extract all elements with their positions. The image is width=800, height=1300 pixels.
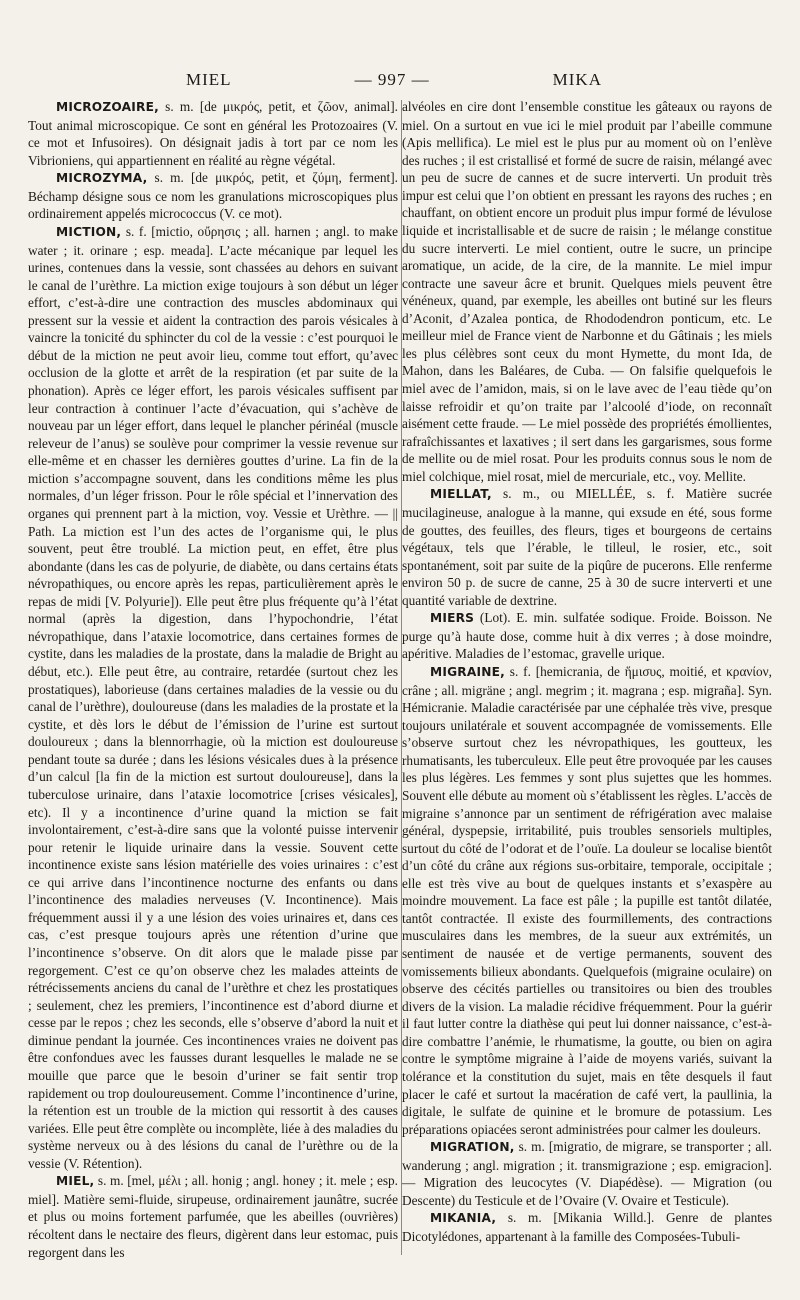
dictionary-entry <box>402 1209 772 1245</box>
dictionary-entry <box>402 609 772 663</box>
entry-text: s. m. [de μικρός, petit, et ζύμη, ferment]. Béchamp désigne sous ce nom les granulations microscopiques plus ordinairement appelés micrococcus (V. ce mot). <box>28 170 398 222</box>
entry-headword: MIELLAT, <box>430 487 492 502</box>
entry-headword: MIERS <box>430 611 475 626</box>
dictionary-entry <box>28 1172 398 1261</box>
dictionary-entry <box>402 663 772 1138</box>
entry-text: alvéoles en cire dont l’ensemble constitue les gâteaux ou rayons de miel. On a surtout en vue ici le miel produit par l’abeille commune (Apis mellifica). Le miel est le plus pur au moment où on l’enlève des ruches ; il est cristallisé et formé de sucre de raisin, mélangé avec un peu de sucre de cannes et de sucre interverti. Un produit très impur est celui que l’on obtient en pressant les rayons des ruches ; en chauffant, on obtient encore un produit plus impur formé de lévulose liquide et incristallisable et de sucre de raisin ; le mélange constitue du sucre interverti. Le miel contient, outre le sucre, un principe aromatique, un acide, de la cire, de la mannite. Le miel impur contracte une saveur âcre et brunit. Quelques miels peuvent être vénéneux, quand, par exemple, les abeilles ont butiné sur les fleurs d’Aconit, d’Azalea pontica, de Rhododendron ponticum, etc. Le meilleur miel de France vient de Narbonne et du Gâtinais ; les miels les plus célèbres sont ceux du mont Hymette, du mont Ida, de Mahon, dans les Baléares, de Cuba. — On falsifie quelquefois le miel avec de l’amidon, mais, si on le lave avec de l’eau tiède qu’on laisse refroidir et qu’on traite par l’alcoolé d’iode, on reconnaît aisément cette fraude. — Le miel possède des propriétés émollientes, rafraîchissantes et laxatives ; il sert dans les gargarismes, sous forme de mellite ou de miel rosat. Pour les produits connus sous le nom de miel colchique, miel rosat, miel de mercuriale, etc., voy. Mellite. <box>402 99 772 484</box>
dictionary-entry <box>402 485 772 609</box>
entry-headword: MIGRAINE, <box>430 665 505 679</box>
entry-text: s. m., ou MIELLÉE, s. f. Matière sucrée mucilagineuse, analogue à la manne, qui exsude en été, sous forme de gouttes, des feuilles, des fleurs, tiges et bourgeons de certains végétaux, tels que l’érable, le tilleul, le rosier, etc., soit spontanément, soit par suite de la piqûre de pucerons. Elle renferme environ 50 p. de sucre de canne, 25 à 30 de sucre interverti et une quantité variable de dextrine. <box>402 486 772 608</box>
header-left-guideword: MIEL <box>186 70 232 89</box>
entry-text: s. m. [migratio, de migrare, se transporter ; all. wanderung ; angl. migration ; it. transmigrazione ; esp. emigracion]. — Migration des leucocytes (V. Diapédèse). — Migration (ou Descente) du Testicule et de l’Ovaire (V. Ovaire et Testicule). <box>402 1139 772 1208</box>
dictionary-entry <box>28 169 398 223</box>
left-column <box>28 98 398 1261</box>
running-header <box>186 68 602 92</box>
dictionary-entry-continuation <box>402 98 772 485</box>
entry-headword: MICROZOAIRE, <box>56 100 159 114</box>
entry-headword: MICTION, <box>56 224 122 239</box>
entry-text: s. m. [Mikania Willd.]. Genre de plantes Dicotylédones, appartenant à la famille des Composées-Tubuli- <box>402 1210 772 1244</box>
page-number: — 997 — <box>354 70 430 89</box>
entry-headword: MIGRATION, <box>430 1140 515 1155</box>
entry-text: s. f. [mictio, οὔρησις ; all. harnen ; angl. to make water ; it. orinare ; esp. meada]. L’acte mécanique par lequel les urines, contenues dans la vessie, sont chassées au dehors en suivant le canal de l’urèthre. La miction exige toujours à son début un léger effort, c’est-à-dire une contraction des muscles abdominaux qui pressent sur la vessie et aident la contraction des parois vésicales à vaincre la tonicité du sphincter du col de la vessie : c’est pourquoi le début de la miction ne peut avoir lieu, comme tout effort, qu’avec occlusion de la glotte et arrêt de la respiration (et par suite de la phonation). Après ce léger effort, les parois vésicales suffisent par leur contraction à continuer l’acte d’évacuation, qui s’achève de nouveau par un léger effort, dans lequel le plancher périnéal (muscle releveur de l’anus) se soulève pour comprimer la vessie revenue sur elle-même et en chasser les dernières gouttes d’urine. La fin de la miction s’accompagne souvent, dans les conditions même les plus normales, d’un léger frisson. Pour le rôle spécial et l’innervation des organes qui prennent part à la miction, voy. Vessie et Urèthre. — || Path. La miction est l’un des actes de l’organisme qui, le plus souvent, peut être troublé. La miction peut, en effet, être plus abondante (dans les cas de polyurie, de diabète, ou dans certains états névropathiques, ou encore après les repas, particulièrement après le repas de midi [V. Polyurie]). Elle peut être plus fréquente qu’à l’état normal (après la digestion, dans l’hypochondrie, l’état névropathique, dans l’ataxie locomotrice, dans certaines formes de cystite, dans les maladies de la prostate, dans la maladie de Bright au début, etc.). Elle peut être, au contraire, retardée (surtout chez les prostatiques), laborieuse (dans certaines maladies de la vessie ou du canal de l’urèthre), douloureuse (dans les maladies de la prostate et la cystite, et dès lors le début de l’émission de l’urine est surtout douloureux ; dans la blennorrhagie, où la miction est douloureuse pendant toute sa durée ; dans les lésions vésicales dues à la présence d’un calcul [la fin de la miction est surtout douloureuse], dans la tuberculose urinaire, dans l’ataxie locomotrice [crises vésicales], etc). Il y a incontinence d’urine quand la miction se fait involontairement, c’est-à-dire sans que la volonté puisse intervenir pour retenir le liquide urinaire dans la vessie. Souvent cette incontinence existe sans lésion matérielle des voies urinaires : c’est ce qui arrive dans l’incontinence nocturne des enfants ou dans l’incontinence des maladies nerveuses (V. Incontinence). Mais fréquemment aussi il y a une lésion des voies urinaires et, dans ces cas, c’est presque toujours après une rétention d’urine que l’incontinence s’observe. On dit alors que le malade pisse par regorgement. C’est ce qu’on observe chez les malades atteints de rétrécissements anciens du canal de l’urèthre et chez les prostatiques ; seulement, chez les premiers, l’incontinence est d’abord diurne et cesse par le repos ; chez les seconds, elle s’observe d’abord la nuit et diminue pendant la journée. Ces incontinences vraies ne doivent pas être confondues avec les fausses durant lesquelles le malade ne se mouille que parce que le besoin d’uriner se fait sentir trop rapidement ou trop douloureusement. Comme l’incontinence d’urine, la rétention est un trouble de la miction qui ressortit à des causes variées. Elle peut être complète ou incomplète, liée à des maladies du système nerveux ou à des lésions du canal de l’urèthre ou de la vessie (V. Rétention). <box>28 223 398 1171</box>
dictionary-entry <box>28 223 398 1172</box>
entry-headword: MIEL, <box>56 1174 95 1189</box>
dictionary-entry <box>402 1138 772 1209</box>
entry-headword: MIKANIA, <box>430 1211 497 1226</box>
header-right-guideword: MIKA <box>552 70 602 89</box>
dictionary-entry <box>28 98 398 169</box>
entry-text: s. m. [mel, μέλι ; all. honig ; angl. honey ; it. mele ; esp. miel]. Matière semi-fluide, sirupeuse, ordinairement jaunâtre, sucrée et plus ou moins fortement parfumée, que les abeilles (ouvrières) récoltent dans le nectaire des fleurs, digèrent dans leur estomac, puis regorgent dans les <box>28 1173 398 1260</box>
right-column <box>402 98 772 1246</box>
entry-text: s. m. [de μικρός, petit, et ζῶον, animal]. Tout animal microscopique. Ce sont en général les Protozoaires (V. ce mot et Infusoires). On désignait jadis à tort par ce nom les Vibrioniens, qui appartiennent en réalité au règne végétal. <box>28 99 398 168</box>
entry-text: s. f. [hemicrania, de ἥμισυς, moitié, et κρανίον, crâne ; all. migräne ; angl. megrim ; it. magrana ; esp. migraña]. Syn. Hémicranie. Maladie caractérisée par une céphalée très vive, presque toujours unilatérale et souvent accompagnée de vomissements. Elle s’observe surtout chez les névropathiques, les goutteux, les rhumatisants, les tuberculeux. Elle peut être provoquée par les causes les plus légères. Les femmes y sont plus sujettes que les hommes. Souvent elle débute au moment où s’établissent les règles. L’accès de migraine s’annonce par un sentiment de réfrigération avec malaise général, dyspepsie, irritabilité, puis troubles sensoriels multiples, surtout du côté de l’odorat et de l’ouïe. La douleur se localise bientôt d’un côté du crâne aux régions sus-orbitaire, temporale, occipitale ; elle est très vive au bout de quelques instants et s’exaspère au moindre mouvement. La face est pâle ; la pupille est tantôt dilatée, tantôt contractée. Il existe des fourmillements, des contractions musculaires dans les membres, de la sueur aux extrémités, un sentiment de nausée et de vertige permanents, souvent des vomissements bilieux abondants. Quelquefois (migraine oculaire) on observe des cécités partielles ou transitoires ou bien des troubles divers de la vision. La maladie récidive fréquemment. Pour la guérir il faut lutter contre la diathèse qui peut lui donner naissance, c’est-à-dire combattre l’anémie, le rhumatisme, la goutte, ou bien on agira contre le symptôme migraine à l’aide de moyens variés, suivant la tolérance et la constitution du sujet, mais en tête desquels il faut placer le café et surtout la macération de café vert, la paullinia, la digitale, le sulfate de quinine et le bromure de potassium. Les préparations opiacées seront administrées pour calmer les douleurs. <box>402 664 772 1137</box>
entry-text: (Lot). E. min. sulfatée sodique. Froide. Boisson. Ne purge qu’à haute dose, comme huit à dix verres ; à dose moindre, apéritive. Maladies de l’estomac, gravelle urique. <box>402 610 772 662</box>
entry-headword: MICROZYMA, <box>56 171 148 186</box>
